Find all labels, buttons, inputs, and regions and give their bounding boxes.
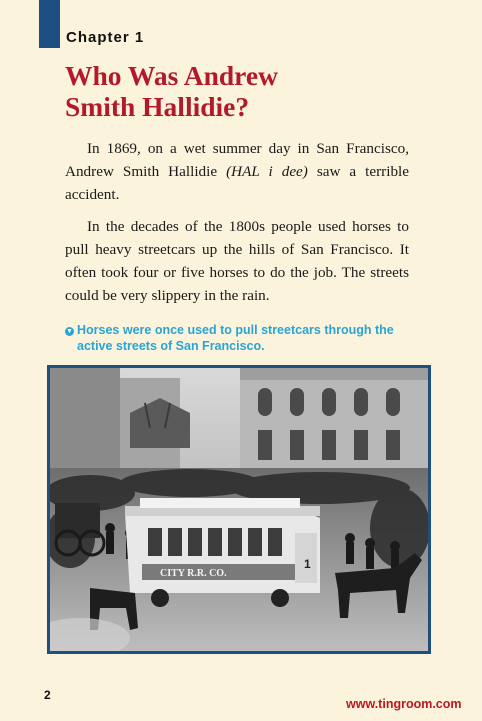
chapter-bar xyxy=(39,0,60,48)
streetcar-photo-illustration xyxy=(50,368,428,651)
historic-photo xyxy=(47,365,431,654)
caption-text: Horses were once used to pull streetcars through the active streets of San Francisco. xyxy=(77,323,394,353)
title-line-2: Smith Hallidie? xyxy=(65,91,250,122)
page-number: 2 xyxy=(44,688,51,702)
paragraph-1 xyxy=(65,137,409,206)
photo-caption xyxy=(65,322,422,354)
paragraph-1-end: saw a terrible accident. xyxy=(65,163,409,203)
arrow-down-circle-icon: ▼ xyxy=(66,328,73,335)
streetcar-sign: CITY R.R. CO. xyxy=(160,568,227,579)
paragraph-2: In the decades of the 1800s people used horses to pull heavy streetcars up the hills of San Francisco. It often took four or five horses to do the job. The streets could be very slippery in the rain. xyxy=(65,218,409,304)
streetcar-number: 1 xyxy=(304,557,311,571)
paragraph-1-start: In 1869, on a wet summer day in San Francisco, Andrew Smith Hallidie xyxy=(65,140,409,180)
pronunciation: (HAL i dee) xyxy=(226,163,308,180)
page-title xyxy=(65,60,445,122)
title-line-1: Who Was Andrew xyxy=(65,60,278,91)
watermark-link[interactable]: www.tingroom.com xyxy=(346,697,462,711)
chapter-label: Chapter 1 xyxy=(66,29,145,46)
